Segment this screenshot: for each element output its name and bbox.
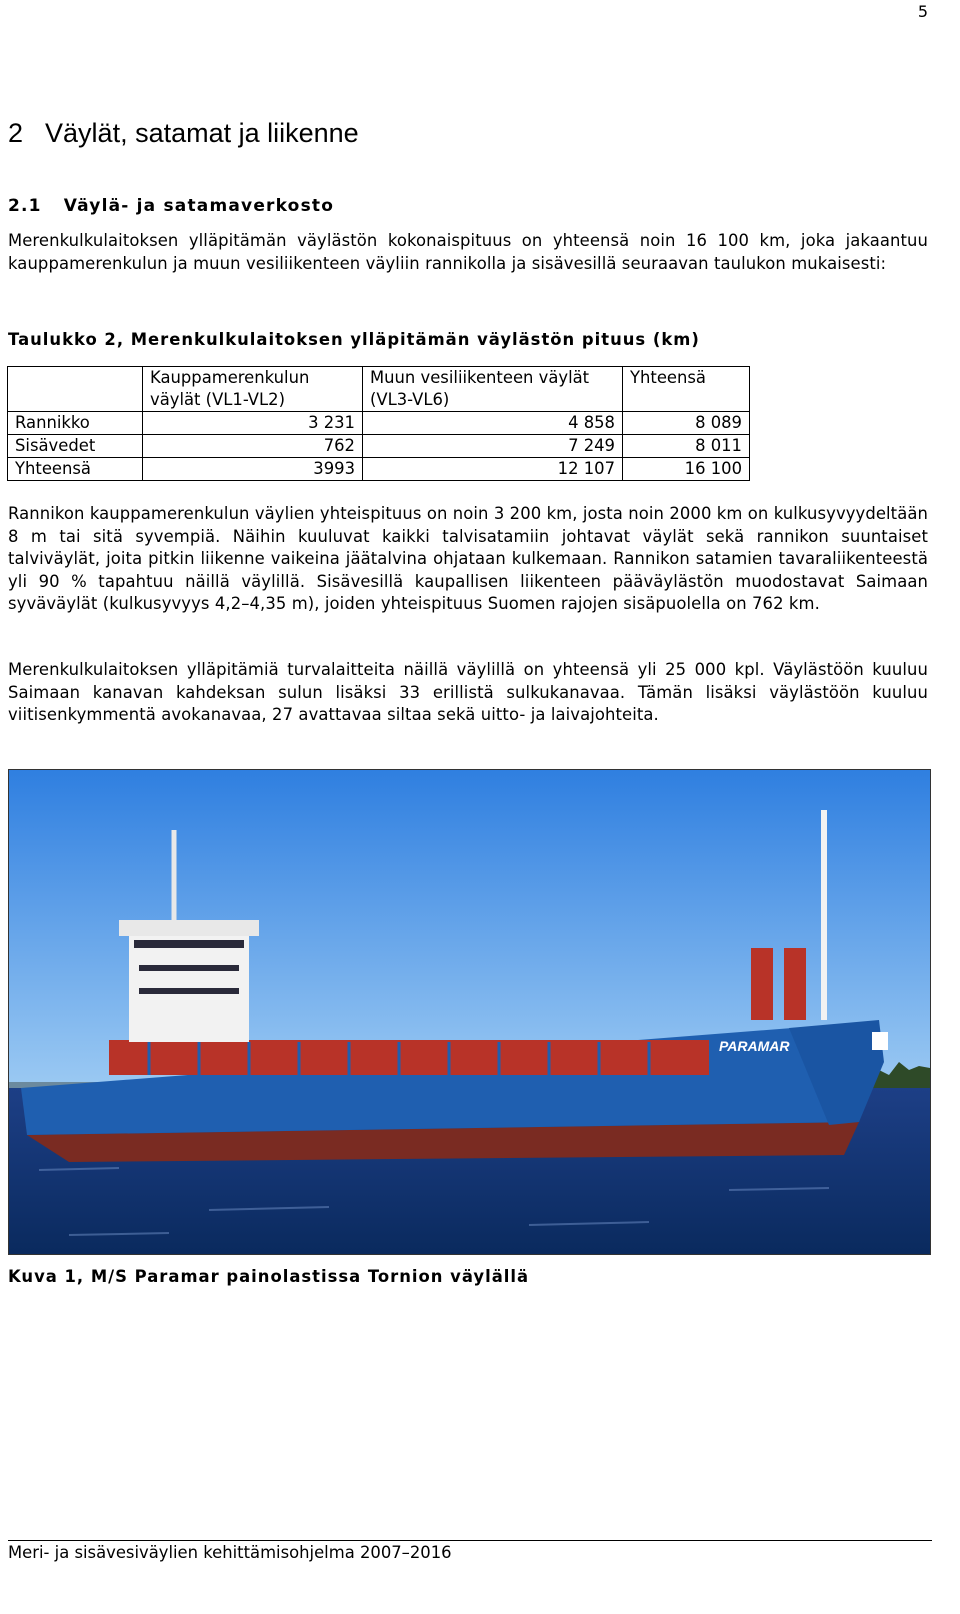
chapter-heading — [8, 118, 359, 149]
figure-caption: Kuva 1, M/S Paramar painolastissa Tornion väylällä — [8, 1267, 530, 1286]
table-row — [8, 458, 750, 481]
bridge-deck — [119, 920, 259, 936]
ship-photo — [8, 769, 931, 1255]
table-cell: 762 — [143, 435, 363, 458]
section-heading — [8, 196, 334, 216]
table-cell: 4 858 — [363, 412, 623, 435]
table-header-cell: Yhteensä — [623, 367, 750, 412]
table-row — [8, 412, 750, 435]
table-cell: 8 089 — [623, 412, 750, 435]
table-cell: 16 100 — [623, 458, 750, 481]
crane-post-2 — [784, 948, 806, 1020]
chapter-number: 2 — [8, 118, 24, 148]
footer-rule — [8, 1540, 932, 1541]
table-cell: 7 249 — [363, 435, 623, 458]
footer-text: Meri- ja sisävesiväylien kehittämisohjelma 2007–2016 — [8, 1543, 452, 1562]
emblem — [872, 1032, 888, 1050]
ship-illustration — [9, 770, 930, 1254]
table-header-row — [8, 367, 750, 412]
table-cell: 12 107 — [363, 458, 623, 481]
safety-devices-paragraph: Merenkulkulaitoksen ylläpitämiä turvalaitteita näillä väylillä on yhteensä yli 25 000 kpl. Väylästöön kuuluu Saimaan kanavan kahdeksan sulun lisäksi 33 erillistä sulkukanavaa. Tämän lisäksi väylästöön kuuluu viitisenkymmentä avokanavaa, 27 avattavaa siltaa sekä uitto- ja laivajohteita. — [8, 660, 928, 724]
table-header-cell — [8, 367, 143, 412]
coastal-fairways-paragraph: Rannikon kauppamerenkulun väylien yhteispituus on noin 3 200 km, josta noin 2000 km on kulkusyvyydeltään 8 m tai sitä syvempiä. Näihin kuuluvat kaikki talvisatamiin johtavat väylät sekä rannikon suuntaiset talviväylät, joita pitkin liikenne vaikeina jäätalvina ohjataan kulkemaan. Rannikon satamien tavaraliikenteestä yli 90 % tapahtuu näillä väylillä. Sisävesillä kaupallisen liikenteen pääväylästön muodostavat Saimaan syväväylät (kulkusyvyys 4,2–4,35 m), joiden yhteispituus Suomen rajojen sisäpuolella on 762 km. — [8, 504, 928, 613]
table-caption: Taulukko 2, Merenkulkulaitoksen ylläpitämän väylästön pituus (km) — [8, 330, 700, 349]
fairway-length-table — [7, 366, 750, 481]
table-row-label: Rannikko — [8, 412, 143, 435]
ship-name-label: PARAMAR — [719, 1038, 790, 1054]
table-header-cell: Kauppamerenkulun väylät (VL1-VL2) — [143, 367, 363, 412]
table-header-cell: Muun vesiliikenteen väylät (VL3-VL6) — [363, 367, 623, 412]
table-cell: 8 011 — [623, 435, 750, 458]
chapter-title: Väylät, satamat ja liikenne — [45, 118, 359, 148]
table-cell: 3 231 — [143, 412, 363, 435]
table-cell: 3993 — [143, 458, 363, 481]
page-number: 5 — [917, 2, 928, 21]
section-number: 2.1 — [8, 196, 42, 216]
table-row — [8, 435, 750, 458]
crane-post-1 — [751, 948, 773, 1020]
section-title: Väylä- ja satamaverkosto — [63, 196, 335, 216]
intro-paragraph: Merenkulkulaitoksen ylläpitämän väylästön kokonaispituus on yhteensä noin 16 100 km, joka jakaantuu kauppamerenkulun ja muun vesiliikenteen väyliin rannikolla ja sisävesillä seuraavan taulukon mukaisesti: — [8, 231, 928, 273]
table-row-label: Yhteensä — [8, 458, 143, 481]
table-row-label: Sisävedet — [8, 435, 143, 458]
